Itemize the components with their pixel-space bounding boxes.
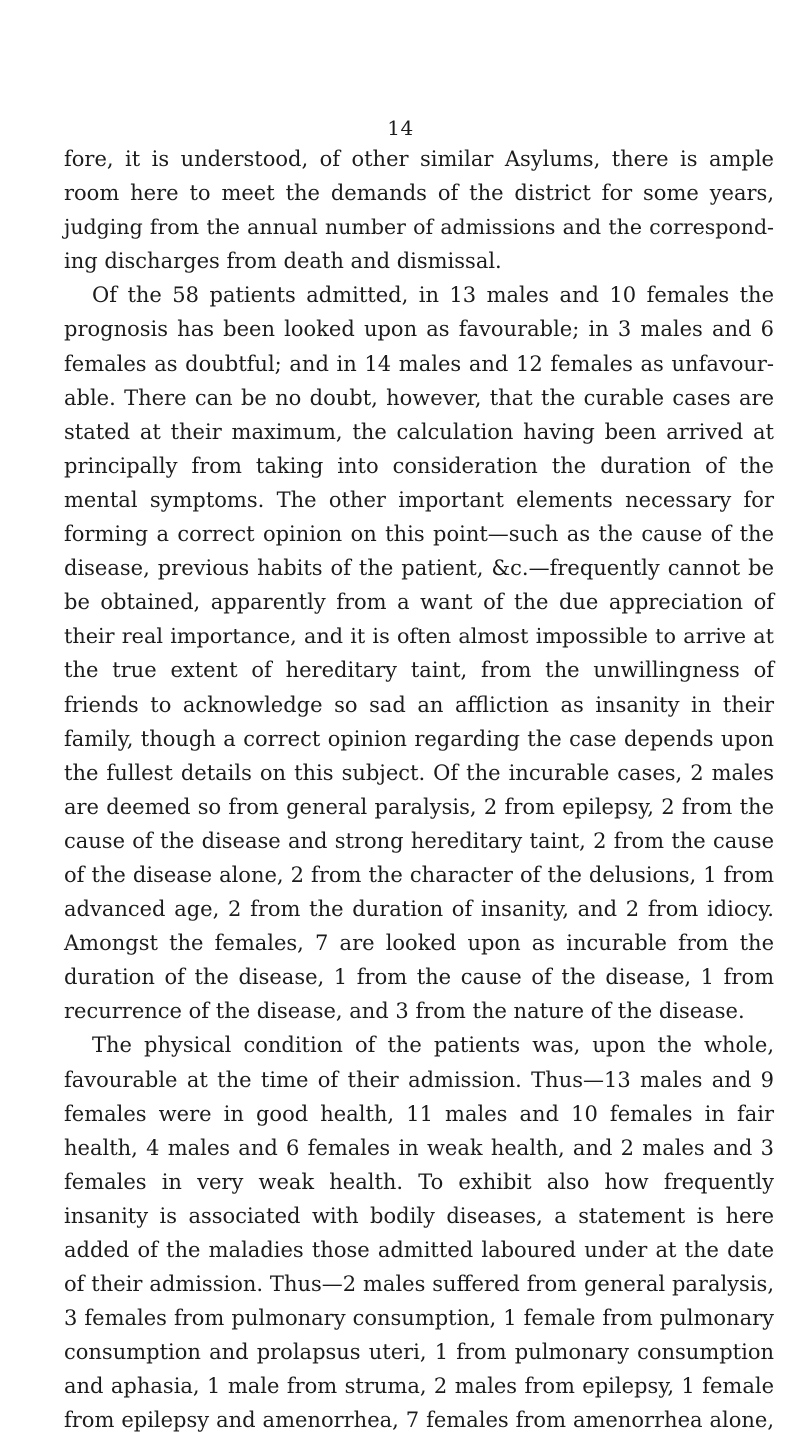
text-line: their real importance, and it is often almost impossible to arrive at [64,624,774,649]
body-text [64,142,774,1438]
text-line: health, 4 males and 6 females in weak health, and 2 males and 3 [64,1135,774,1160]
text-line: insanity is associated with bodily diseases, a statement is here [64,1203,774,1228]
text-line: recurrence of the disease, and 3 from the nature of the disease. [64,999,745,1024]
text-line: Amongst the females, 7 are looked upon as incurable from the [64,931,774,956]
text-line: judging from the annual number of admissions and the correspond- [64,215,774,240]
text-line: females as doubtful; and in 14 males and 12 females as unfavour- [64,351,774,376]
text-line: Of the 58 patients admitted, in 13 males and 10 females the [92,283,774,308]
text-line: disease, previous habits of the patient, &c.—frequently cannot be [64,556,774,581]
text-line: advanced age, 2 from the duration of insanity, and 2 from idiocy. [64,897,774,922]
text-line: added of the maladies those admitted laboured under at the date [64,1238,774,1262]
text-line: prognosis has been looked upon as favourable; in 3 males and 6 [64,317,774,342]
text-line: forming a correct opinion on this point—such as the cause of the [64,522,774,547]
text-line: The physical condition of the patients was, upon the whole, [92,1033,774,1058]
text-line: principally from taking into consideration the duration of the [64,453,774,478]
text-line: cause of the disease and strong hereditary taint, 2 from the cause [64,828,774,853]
text-line: are deemed so from general paralysis, 2 from epilepsy, 2 from the [64,794,774,819]
text-line: family, though a correct opinion regarding the case depends upon [64,726,774,751]
text-line: females were in good health, 11 males and 10 females in fair [64,1101,774,1126]
text-line: of their admission. Thus—2 males suffered from general paralysis, [64,1272,774,1297]
text-line: of the disease alone, 2 from the character of the delusions, 1 from [64,862,774,887]
text-line: from epilepsy and amenorrhea, 7 females from amenorrhea alone, [64,1408,774,1433]
text-line: the fullest details on this subject. Of the incurable cases, 2 males [64,760,774,785]
text-line: favourable at the time of their admission. Thus—13 males and 9 [64,1067,774,1092]
text-line: be obtained, apparently from a want of the due appreciation of [64,590,774,615]
text-line: ing discharges from death and dismissal. [64,249,502,274]
page-number: 14 [387,116,414,140]
text-line: 3 females from pulmonary consumption, 1 female from pulmonary [64,1306,774,1331]
text-line: friends to acknowledge so sad an affliction as insanity in their [64,692,774,717]
text-line: fore, it is understood, of other similar Asylums, there is ample [64,147,774,171]
text-line: able. There can be no doubt, however, that the curable cases are [64,385,774,410]
text-line: stated at their maximum, the calculation having been arrived at [64,419,774,444]
text-line: duration of the disease, 1 from the cause of the disease, 1 from [64,965,774,990]
text-line: room here to meet the demands of the district for some years, [64,181,774,206]
text-line: and aphasia, 1 male from struma, 2 males from epilepsy, 1 female [64,1374,774,1399]
text-line: consumption and prolapsus uteri, 1 from pulmonary consumption [64,1340,774,1365]
text-line: the true extent of hereditary taint, from the unwillingness of [64,658,774,683]
text-line: females in very weak health. To exhibit also how frequently [64,1169,774,1194]
text-line: mental symptoms. The other important elements necessary for [64,487,774,512]
